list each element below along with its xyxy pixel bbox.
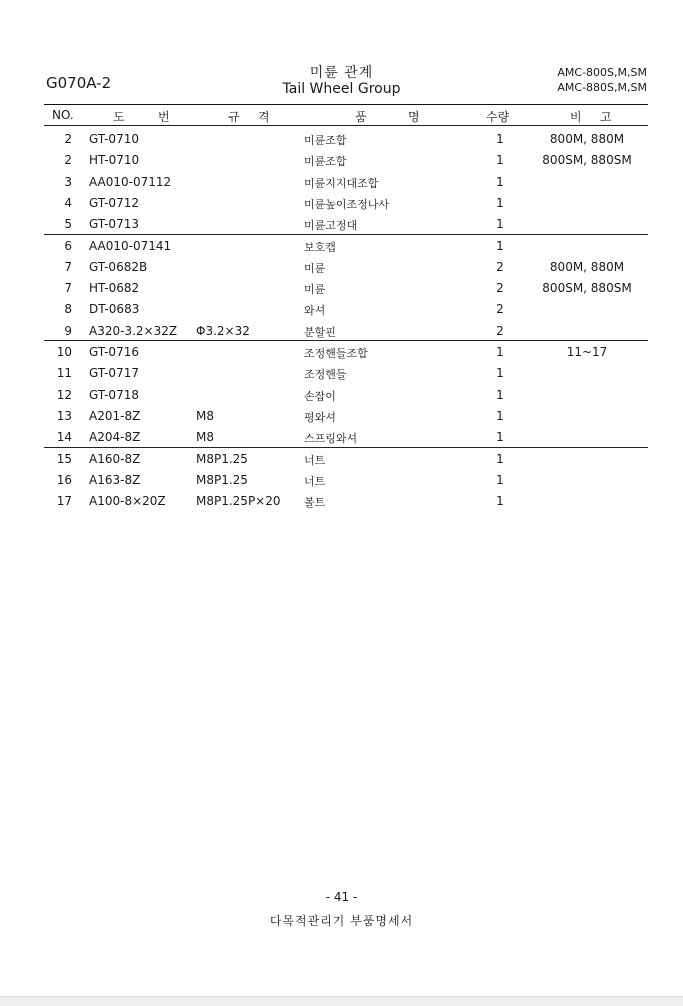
part-number: HT-0710 — [89, 153, 140, 168]
row-no: 8 — [64, 302, 72, 317]
quantity: 1 — [496, 153, 504, 168]
header-no: NO. — [52, 108, 74, 122]
quantity: 1 — [496, 472, 504, 487]
part-number: HT-0682 — [89, 281, 140, 296]
part-name: 미륜조합 — [304, 134, 347, 147]
table-row — [0, 341, 683, 362]
table-row — [0, 213, 683, 234]
group-divider — [44, 340, 648, 341]
row-no: 2 — [64, 132, 72, 146]
quantity: 1 — [496, 366, 504, 381]
header-part-a: 도 — [113, 110, 125, 124]
row-no: 3 — [64, 174, 72, 189]
part-number: AA010-07112 — [89, 174, 172, 189]
part-name: 미륜고정대 — [304, 219, 358, 233]
part-name: 평와셔 — [304, 410, 336, 424]
part-number: A204-8Z — [89, 430, 141, 445]
part-number: A160-8Z — [89, 451, 141, 466]
quantity: 2 — [496, 302, 504, 317]
table-row — [0, 320, 683, 341]
table-row — [0, 448, 683, 469]
part-name: 분할핀 — [304, 325, 336, 339]
part-name: 미륜 — [304, 261, 326, 275]
row-no: 11 — [56, 366, 72, 381]
row-no: 12 — [56, 387, 72, 402]
row-no: 7 — [64, 259, 72, 274]
quantity: 1 — [496, 408, 504, 423]
header-qty: 수량 — [486, 110, 510, 124]
row-no: 17 — [56, 494, 72, 509]
quantity: 2 — [496, 259, 504, 274]
remark: 800M, 880M — [549, 259, 625, 274]
table-row — [0, 128, 683, 149]
quantity: 1 — [496, 430, 504, 445]
table-top-rule — [44, 104, 648, 105]
part-number: AA010-07141 — [89, 238, 172, 253]
quantity: 1 — [496, 387, 504, 402]
header-remark-b: 고 — [600, 110, 612, 124]
header-part-b: 번 — [158, 110, 170, 124]
part-name: 스프링와셔 — [304, 432, 358, 446]
part-name: 미륜지지대조합 — [304, 176, 379, 190]
footer-title: 다목적관리기 부품명세서 — [269, 914, 414, 928]
part-name: 와셔 — [304, 304, 326, 318]
quantity: 1 — [496, 345, 504, 359]
part-number: GT-0682B — [89, 259, 148, 274]
part-number: GT-0718 — [89, 387, 139, 402]
part-number: GT-0710 — [89, 132, 139, 146]
row-no: 13 — [56, 408, 72, 423]
part-name: 보호캡 — [304, 240, 336, 254]
part-number: DT-0683 — [89, 302, 140, 317]
table-row — [0, 384, 683, 405]
group-divider — [44, 234, 648, 235]
part-number: GT-0717 — [89, 366, 139, 381]
model-label-1: AMC-800S,M,SM — [557, 66, 647, 79]
part-number: GT-0713 — [89, 217, 139, 232]
specification: M8P1.25 — [196, 451, 248, 466]
catalog-code: G070A-2 — [46, 74, 112, 92]
header-spec-a: 규 — [228, 110, 240, 124]
quantity: 1 — [496, 217, 504, 232]
quantity: 1 — [496, 451, 504, 466]
part-number: A100-8×20Z — [89, 494, 166, 509]
table-row — [0, 490, 683, 511]
table-row — [0, 277, 683, 298]
specification: Φ3.2×32 — [196, 323, 250, 338]
row-no: 15 — [56, 451, 72, 466]
model-label-2: AMC-880S,M,SM — [557, 81, 647, 94]
row-no: 5 — [64, 217, 72, 232]
table-row — [0, 298, 683, 319]
quantity: 1 — [496, 195, 504, 210]
specification: M8 — [196, 408, 214, 423]
page-number: - 41 - — [325, 890, 358, 904]
part-name: 너트 — [304, 474, 326, 488]
remark: 800SM, 880SM — [542, 153, 632, 168]
quantity: 1 — [496, 132, 504, 146]
part-name: 조정핸들조합 — [304, 347, 368, 360]
part-name: 미륜조합 — [304, 155, 347, 169]
header-remark-a: 비 — [570, 110, 582, 124]
page-title-english: Tail Wheel Group — [282, 81, 401, 97]
quantity: 1 — [496, 174, 504, 189]
table-row — [0, 362, 683, 383]
part-name: 미륜높이조정나사 — [304, 197, 390, 211]
row-no: 16 — [56, 472, 72, 487]
part-number: A163-8Z — [89, 472, 141, 487]
remark: 11~17 — [566, 345, 608, 359]
row-no: 4 — [64, 195, 72, 210]
table-header-rule — [44, 125, 648, 126]
row-no: 10 — [56, 345, 72, 359]
header-name-a: 품 — [355, 110, 367, 124]
part-number: A201-8Z — [89, 408, 141, 423]
page-title-korean: 미륜 관계 — [309, 65, 374, 81]
table-row — [0, 256, 683, 277]
part-number: GT-0716 — [89, 345, 139, 359]
quantity: 2 — [496, 281, 504, 296]
remark: 800SM, 880SM — [542, 281, 632, 296]
header-spec-b: 격 — [258, 110, 270, 124]
row-no: 14 — [56, 430, 72, 445]
part-name: 미륜 — [304, 283, 326, 297]
row-no: 6 — [64, 238, 72, 253]
table-row — [0, 192, 683, 213]
part-name: 볼트 — [304, 496, 326, 510]
quantity: 1 — [496, 238, 504, 253]
part-number: GT-0712 — [89, 195, 139, 210]
group-divider — [44, 447, 648, 448]
remark: 800M, 880M — [549, 132, 625, 146]
table-row — [0, 171, 683, 192]
quantity: 2 — [496, 323, 504, 338]
quantity: 1 — [496, 494, 504, 509]
part-number: A320-3.2×32Z — [89, 323, 178, 338]
specification: M8 — [196, 430, 214, 445]
table-row — [0, 149, 683, 170]
part-name: 조정핸들 — [304, 368, 347, 382]
table-row — [0, 235, 683, 256]
specification: M8P1.25P×20 — [196, 494, 281, 509]
part-name: 너트 — [304, 453, 326, 467]
specification: M8P1.25 — [196, 472, 248, 487]
part-name: 손잡이 — [304, 389, 336, 403]
row-no: 2 — [64, 153, 72, 168]
header-name-b: 명 — [408, 110, 420, 124]
row-no: 7 — [64, 281, 72, 296]
table-row — [0, 469, 683, 490]
row-no: 9 — [64, 323, 72, 338]
table-row — [0, 405, 683, 426]
table-row — [0, 426, 683, 447]
